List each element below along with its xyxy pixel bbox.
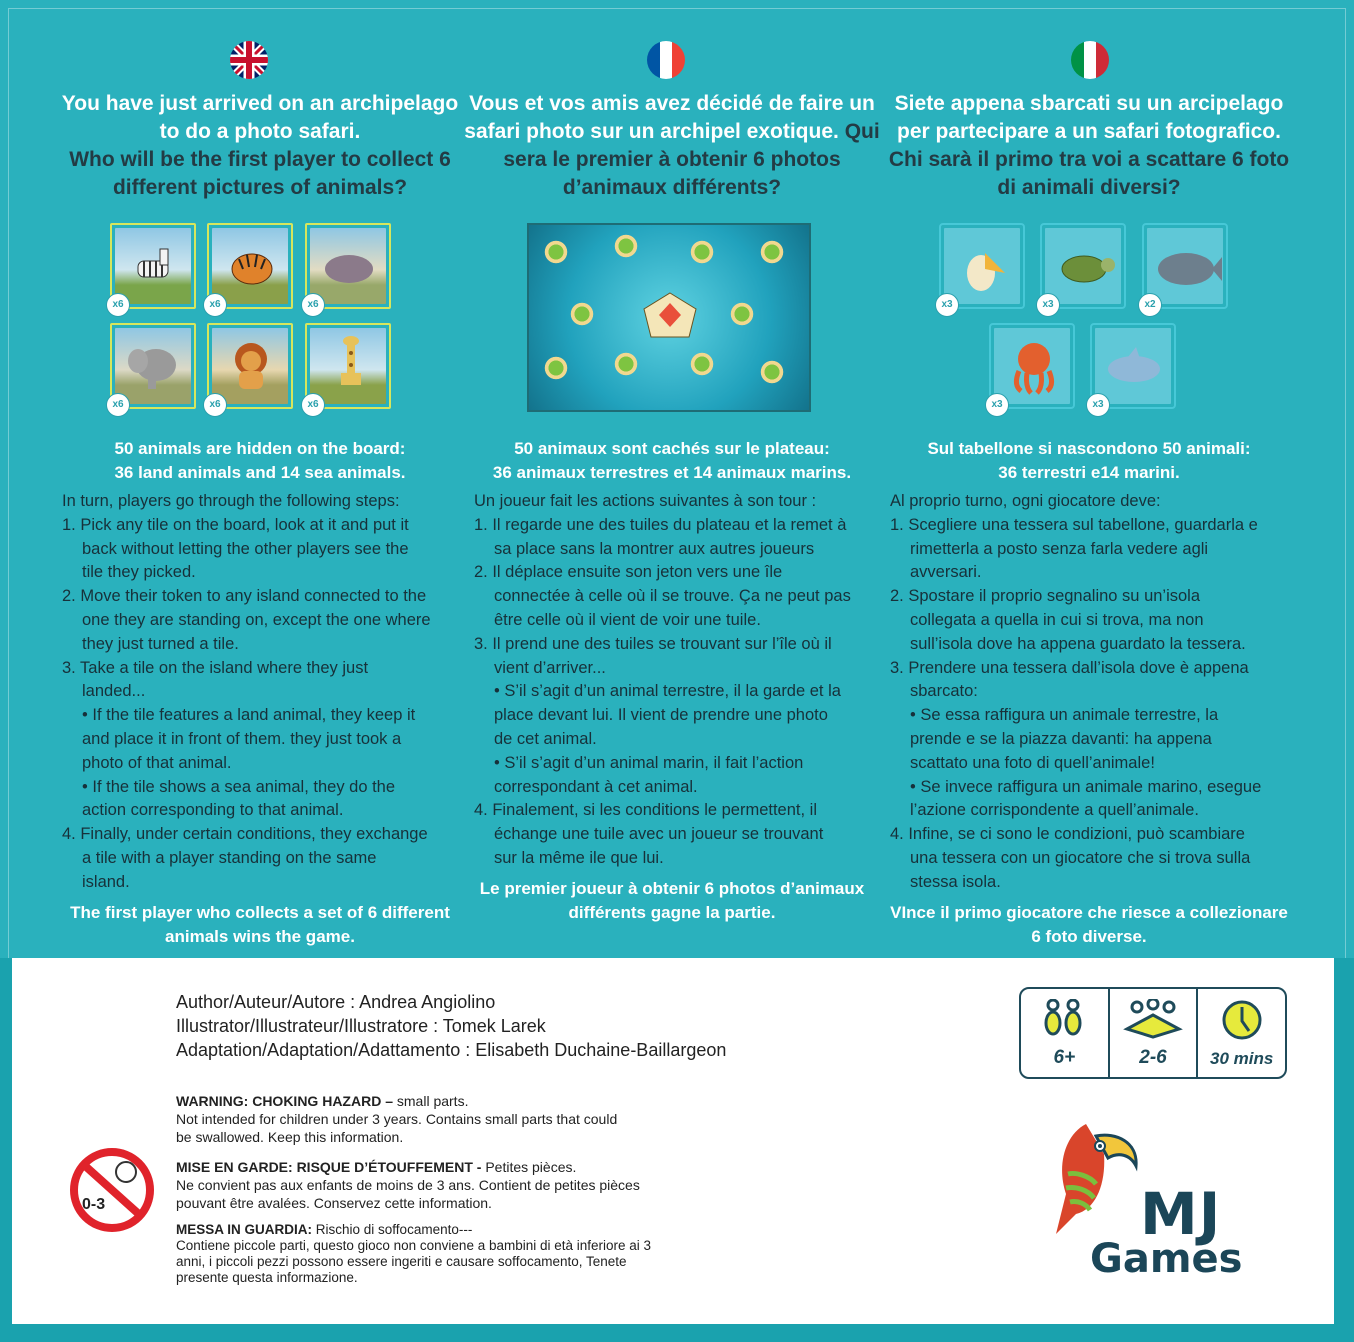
en-warning-text: be swallowed. Keep this information.	[176, 1129, 404, 1145]
island	[543, 239, 569, 265]
en-step-line: landed...	[82, 682, 146, 701]
en-heading-line: to do a photo safari.	[159, 120, 361, 143]
it-step-line: collegata a quella in cui si trova, ma non	[910, 610, 1204, 629]
it-heading-question: di animali diversi?	[997, 176, 1181, 199]
fr-heading-question: Qui	[838, 120, 880, 143]
tile-count-badge: x3	[1036, 293, 1060, 317]
players-label: 2-6	[1139, 1047, 1167, 1068]
octopus-icon	[1005, 337, 1063, 397]
fr-heading-question: d’animaux différents?	[562, 176, 782, 199]
fr-step-line: échange une tuile avec un joueur se trouvant	[494, 825, 824, 844]
brand-games: Games	[1090, 1236, 1243, 1282]
it-heading-line: per partecipare a un safari fotografico.	[897, 120, 1281, 143]
tile-count-badge: x6	[203, 293, 227, 317]
fr-heading-text: safari photo sur un archipel exotique.	[464, 120, 839, 143]
en-step-line: 3. Take a tile on the island where they just	[62, 658, 369, 677]
it-warning-title: MESSA IN GUARDIA:	[176, 1222, 313, 1237]
en-warning-title: WARNING: CHOKING HAZARD –	[176, 1093, 393, 1109]
en-subhead	[50, 437, 470, 485]
it-step-line: avversari.	[910, 563, 982, 582]
en-step-line: 1. Pick any tile on the board, look at it and put it	[62, 515, 409, 534]
age-warning-label: 0-3	[82, 1196, 106, 1213]
fr-step-line: vient d’arriver...	[494, 658, 606, 677]
it-heading-question: Chi sarà il primo tra voi a scattare 6 foto	[888, 148, 1290, 171]
fr-warning	[176, 1158, 640, 1212]
en-step-line: 2. Move their token to any island connected to the	[62, 587, 427, 606]
it-subhead-line: 36 terrestri e14 marini.	[998, 463, 1180, 482]
age-label: 6+	[1053, 1047, 1076, 1068]
en-step-line: In turn, players go through the following steps:	[62, 492, 400, 510]
fr-step-line: sa place sans la montrer aux autres joueurs	[494, 539, 815, 558]
fr-step-line: 3. Il prend une des tuiles se trouvant sur l’île où il	[474, 634, 832, 653]
it-step-line: una tessera con un giocatore che si trova sulla	[910, 848, 1251, 867]
fr-step-line: 4. Finalement, si les conditions le permettent, il	[474, 801, 817, 820]
lion-icon	[225, 339, 277, 393]
fr-heading-question: sera le premier à obtenir 6 photos	[503, 148, 841, 171]
en-step-line: • If the tile features a land animal, they keep it	[82, 706, 416, 725]
compass-center-icon	[641, 291, 699, 341]
island	[689, 351, 715, 377]
en-step-line: • If the tile shows a sea animal, they do the	[82, 777, 396, 796]
it-step-line: l’azione corrispondente a quell’animale.	[910, 801, 1199, 820]
en-subhead-line: 50 animals are hidden on the board:	[114, 439, 406, 458]
fr-step-line: 2. Il déplace ensuite son jeton vers une île	[474, 563, 783, 582]
age-warning-icon	[68, 1146, 156, 1234]
fr-step-line: 1. Il regarde une des tuiles du plateau et la remet à	[474, 515, 847, 534]
it-heading-line: Siete appena sbarcati su un arcipelago	[894, 92, 1284, 115]
it-warning-text: Contiene piccole parti, questo gioco non conviene a bambini di età inferiore ai 3	[176, 1238, 652, 1253]
fr-step-line: de cet animal.	[494, 729, 597, 748]
it-subhead	[879, 437, 1299, 485]
time-cell	[1198, 989, 1285, 1077]
en-step-line: tile they picked.	[82, 563, 196, 582]
tile-count-badge: x6	[203, 393, 227, 417]
it-warning-text: presente questa informazione.	[176, 1270, 358, 1285]
fr-warning-sub: Petites pièces.	[481, 1159, 577, 1175]
island	[689, 239, 715, 265]
whale-tile	[1142, 223, 1228, 309]
fr-heading	[462, 90, 882, 202]
illustrator-credit: Illustrator/Illustrateur/Illustratore : Tomek Larek	[176, 1016, 546, 1036]
en-step-line: photo of that animal.	[82, 753, 232, 772]
fr-step-line: • S’il s’agit d’un animal marin, il fait l’action	[494, 753, 804, 772]
en-warning	[176, 1092, 617, 1146]
fr-step-line: place devant lui. Il vient de prendre une photo	[494, 706, 828, 725]
en-step-line: a tile with a player standing on the same	[82, 848, 377, 867]
dolphin-tile	[1090, 323, 1176, 409]
en-subhead-line: 36 land animals and 14 sea animals.	[114, 463, 406, 482]
it-step-line: • Se essa raffigura un animale terrestre, la	[910, 706, 1219, 725]
en-winner	[50, 901, 470, 949]
it-step-line: prende e se la piazza davanti: ha appena	[910, 729, 1212, 748]
pelican-tile	[939, 223, 1025, 309]
clock-icon	[1221, 999, 1263, 1041]
fr-winner-line: différents gagne la partie.	[568, 903, 776, 922]
it-step-line: 4. Infine, se ci sono le condizioni, può scambiare	[890, 825, 1245, 844]
game-board-image	[527, 223, 811, 412]
en-step-line: island.	[82, 872, 130, 891]
it-step-line: sbarcato:	[910, 682, 978, 701]
giraffe-tile	[305, 323, 391, 409]
en-heading-question: different pictures of animals?	[112, 176, 408, 199]
en-step-line: 4. Finally, under certain conditions, they exchange	[62, 825, 428, 844]
credits	[176, 990, 726, 1062]
it-step-line: stessa isola.	[910, 872, 1001, 891]
adaptation-credit: Adaptation/Adaptation/Adattamento : Elisabeth Duchaine-Baillargeon	[176, 1040, 727, 1060]
elephant-icon	[126, 341, 182, 393]
fr-step-line: Un joueur fait les actions suivantes à son tour :	[474, 492, 817, 510]
fr-step-line: sur la même ile que lui.	[494, 848, 664, 867]
fr-step-line: correspondant à cet animal.	[494, 777, 698, 796]
en-step-line: they just turned a tile.	[82, 634, 239, 653]
island	[759, 239, 785, 265]
giraffe-icon	[331, 333, 371, 397]
en-heading-line: You have just arrived on an archipelago	[61, 92, 459, 115]
brand-mj: MJ	[1140, 1180, 1222, 1248]
elephant-tile	[110, 323, 196, 409]
island	[759, 359, 785, 385]
fr-winner	[462, 877, 882, 925]
fr-subhead-line: 36 animaux terrestres et 14 animaux marins.	[492, 463, 852, 482]
en-warning-text: Not intended for children under 3 years. Contains small parts that could	[176, 1111, 618, 1127]
tile-count-badge: x6	[301, 393, 325, 417]
it-step-line: sull’isola dove ha appena guardato la tessera.	[910, 634, 1246, 653]
tile-count-badge: x2	[1138, 293, 1162, 317]
age-cell	[1021, 989, 1110, 1077]
it-step-line: 1. Scegliere una tessera sul tabellone, guardarla e	[890, 515, 1258, 534]
it-step-line: Al proprio turno, ogni giocatore deve:	[890, 492, 1161, 510]
it-warning	[176, 1222, 651, 1286]
en-warning-sub: small parts.	[393, 1093, 469, 1109]
en-rules-steps	[62, 490, 462, 895]
tile-count-badge: x3	[935, 293, 959, 317]
fr-subhead-line: 50 animaux sont cachés sur le plateau:	[514, 439, 830, 458]
it-winner-line: VInce il primo giocatore che riesce a collezionare	[890, 903, 1288, 922]
child-icon	[1041, 999, 1087, 1037]
fr-warning-title: MISE EN GARDE: RISQUE D’ÉTOUFFEMENT -	[176, 1159, 482, 1175]
fr-step-line: • S’il s’agit d’un animal terrestre, il la garde et la	[494, 682, 841, 701]
it-step-line: 2. Spostare il proprio segnalino su un’isola	[890, 587, 1201, 606]
turtle-tile	[1040, 223, 1126, 309]
en-winner-line: The first player who collects a set of 6 different	[70, 903, 450, 922]
it-subhead-line: Sul tabellone si nascondono 50 animali:	[927, 439, 1251, 458]
fr-step-line: connectée à celle où il se trouve. Ça ne peut pas	[494, 587, 851, 606]
it-heading	[879, 90, 1299, 202]
players-cell	[1110, 989, 1199, 1077]
turtle-icon	[1054, 247, 1116, 289]
uk-flag-icon	[230, 41, 268, 79]
fr-heading-line	[462, 118, 882, 146]
island	[543, 355, 569, 381]
it-step-line: • Se invece raffigura un animale marino, esegue	[910, 777, 1262, 796]
tiger-icon	[227, 245, 277, 289]
lion-tile	[207, 323, 293, 409]
octopus-tile	[989, 323, 1075, 409]
en-winner-line: animals wins the game.	[165, 927, 355, 946]
en-heading	[50, 90, 470, 202]
fr-subhead	[462, 437, 882, 485]
hippo-icon	[321, 247, 377, 287]
it-step-line: scattato una foto di quell’animale!	[910, 753, 1155, 772]
tile-count-badge: x6	[106, 293, 130, 317]
en-step-line: back without letting the other players see the	[82, 539, 409, 558]
fr-rules-steps	[474, 490, 874, 871]
island	[613, 351, 639, 377]
it-rules-steps	[890, 490, 1300, 895]
whale-icon	[1152, 245, 1222, 291]
pelican-icon	[963, 239, 1007, 295]
fr-winner-line: Le premier joueur à obtenir 6 photos d’animaux	[479, 879, 865, 898]
en-step-line: and place it in front of them. they just took a	[82, 729, 402, 748]
italy-flag-icon	[1071, 41, 1109, 79]
parrot-logo-icon	[1046, 1114, 1150, 1244]
hippo-tile	[305, 223, 391, 309]
zebra-tile	[110, 223, 196, 309]
it-winner	[879, 901, 1299, 949]
time-label: 30 mins	[1210, 1049, 1274, 1068]
zebra-icon	[130, 243, 178, 291]
tile-count-badge: x6	[301, 293, 325, 317]
tile-count-badge: x6	[106, 393, 130, 417]
it-step-line: 3. Prendere una tessera dall’isola dove è appena	[890, 658, 1249, 677]
fr-warning-text: pouvant être avalées. Conservez cette information.	[176, 1195, 492, 1211]
dolphin-icon	[1102, 343, 1168, 393]
it-warning-sub: Rischio di soffocamento---	[312, 1222, 473, 1237]
en-step-line: one they are standing on, except the one where	[82, 610, 431, 629]
it-warning-text: anni, i piccoli pezzi possono essere ingeriti e causare soffocamento, Tenete	[176, 1254, 627, 1269]
it-winner-line: 6 foto diverse.	[1031, 927, 1147, 946]
fr-step-line: être celle où il vient de voir une tuile.	[494, 610, 761, 629]
island	[569, 301, 595, 327]
author-credit: Author/Auteur/Autore : Andrea Angiolino	[176, 992, 496, 1012]
fr-heading-line: Vous et vos amis avez décidé de faire un	[469, 92, 875, 115]
it-step-line: rimetterla a posto senza farla vedere agli	[910, 539, 1209, 558]
tile-count-badge: x3	[1086, 393, 1110, 417]
players-icon	[1123, 999, 1183, 1039]
en-step-line: action corresponding to that animal.	[82, 801, 344, 820]
tile-count-badge: x3	[985, 393, 1009, 417]
france-flag-icon	[647, 41, 685, 79]
tiger-tile	[207, 223, 293, 309]
fr-warning-text: Ne convient pas aux enfants de moins de 3 ans. Contient de petites pièces	[176, 1177, 640, 1193]
island	[613, 233, 639, 259]
island	[729, 301, 755, 327]
en-heading-question: Who will be the first player to collect 6	[69, 148, 451, 171]
game-info-box	[1019, 987, 1287, 1079]
